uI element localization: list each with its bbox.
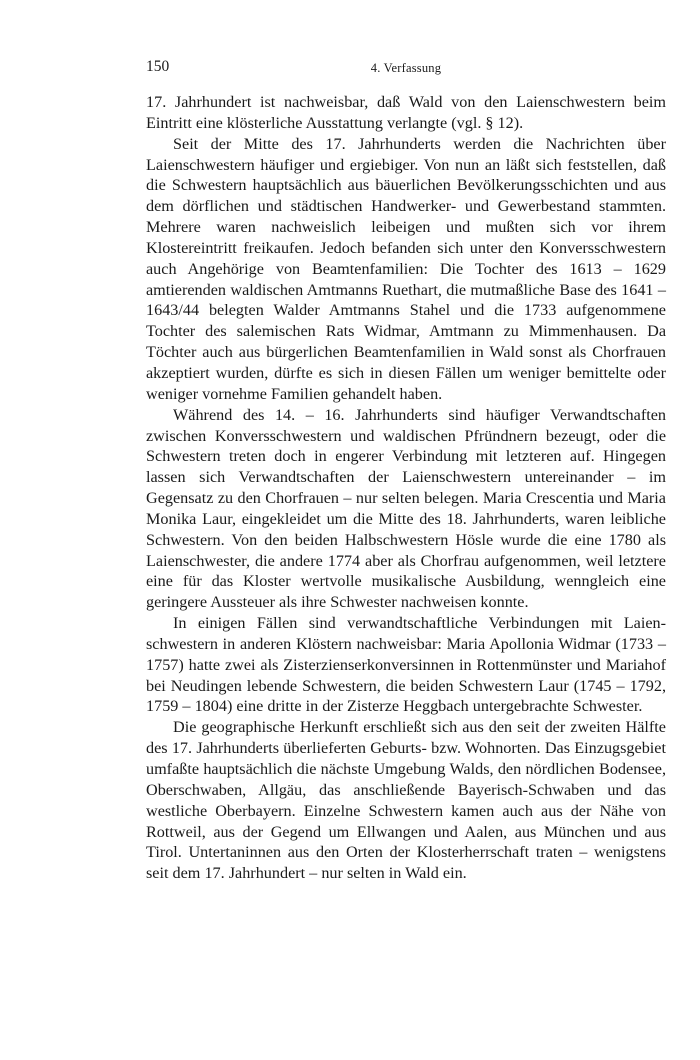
running-head (146, 58, 666, 82)
body-text (146, 92, 666, 884)
paragraph-continuation: 17. Jahrhundert ist nachweisbar, daß Wald von den Laienschwestern beim Eintritt eine klösterliche Ausstattung verlangte (vgl. § 12). (146, 93, 666, 132)
page-number: 150 (146, 58, 170, 75)
paragraph: Seit der Mitte des 17. Jahrhunderts werden die Nachrichten über Laienschwestern häufiger und ergiebiger. Von nun an läßt sich feststellen, daß die Schwestern hauptsächlich aus bäuerlichen Bevölkerungsschichten und aus dem dörflichen und städtischen Handwerker- und Gewerbestand stammten. Mehrere waren nachweislich leibeigen und mußten sich vor ihrem Klostereintritt freikaufen. Jedoch befanden sich unter den Konversschwestern auch Angehörige von Beamtenfamilien: Die Tochter des 1613 – 1629 amtierenden waldischen Amtmanns Ruethart, die mutmaßliche Base des 1641 – 1643/44 belegten Walder Amtmanns Stahel und die 1733 aufgenommene Tochter des salemischen Rats Widmar, Amtmann zu Mimmenhausen. Da Töchter auch aus bürgerlichen Beamtenfamilien in Wald sonst als Chorfrauen akzeptiert wurden, dürfte es sich in diesen Fällen um weniger bemittelte oder weniger vornehme Familien gehandelt haben. (146, 134, 666, 403)
paragraph: Die geographische Herkunft erschließt sich aus den seit der zweiten Hälfte des 17. Jahrhunderts überlieferten Geburts- bzw. Wohnorten. Das Einzugsgebiet umfaßte hauptsächlich die nächste Umgebung Walds, den nördlichen Bodensee, Oberschwaben, Allgäu, das anschließende Bayerisch-Schwaben und das westliche Oberbayern. Einzelne Schwestern kamen auch aus der Nähe von Rottweil, aus der Gegend um Ellwangen und Aalen, aus München und aus Tirol. Untertaninnen aus den Orten der Klosterherrschaft traten – wenigstens seit dem 17. Jahrhundert – nur selten in Wald ein. (146, 718, 666, 883)
paragraph: In einigen Fällen sind verwandtschaftliche Verbindungen mit Laienschwestern in anderen Klöstern nachweisbar: Maria Apollonia Widmar (1733 – 1757) hatte zwei als Zisterzienserkonversinnen in Rottenmünster und Mariahof bei Neudingen lebende Schwestern, die beiden Schwestern Laur (1745 – 1792, 1759 – 1804) eine dritte in der Zisterze Heggbach untergebrachte Schwester. (146, 614, 666, 716)
paragraph: Während des 14. – 16. Jahrhunderts sind häufiger Verwandtschaften zwischen Konversschwestern und waldischen Pfründnern bezeugt, oder die Schwestern treten doch in engerer Verbindung mit letzteren auf. Hingegen lassen sich Verwandtschaften der Laienschwestern untereinander – im Gegensatz zu den Chorfrauen – nur selten belegen. Maria Crescentia und Maria Monika Laur, eingekleidet um die Mitte des 18. Jahrhunderts, waren leibliche Schwestern. Von den beiden Halbschwestern Hösle wurde die eine 1780 als Laienschwester, die andere 1774 aber als Chorfrau aufgenommen, weil letztere eine für das Kloster wertvolle musikalische Ausbildung, wenngleich eine geringere Aussteuer als ihre Schwester nachweisen konnte. (146, 405, 666, 612)
chapter-title: 4. Verfassung (370, 61, 442, 75)
